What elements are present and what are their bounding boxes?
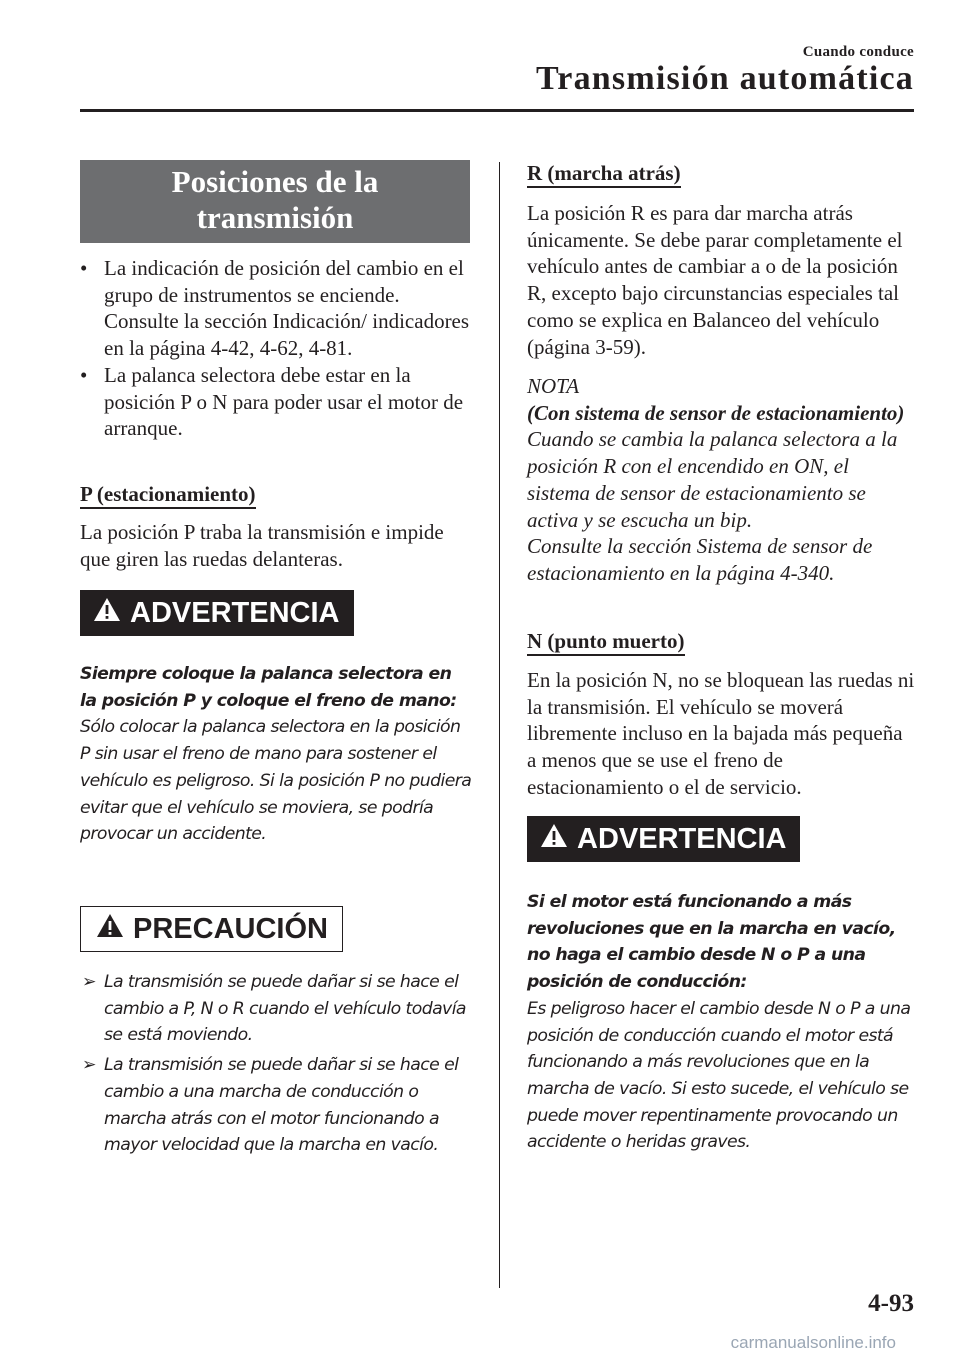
warning-label: ADVERTENCIA — [130, 596, 340, 629]
warning-triangle-icon — [539, 822, 569, 857]
warning-banner-2 — [527, 816, 800, 862]
n-heading: N (punto muerto) — [527, 629, 685, 656]
caution-triangle-icon — [95, 912, 125, 947]
running-header-title: Transmisión automática — [535, 60, 914, 97]
p-heading: P (estacionamiento) — [80, 482, 256, 509]
bullet-icon: • — [80, 362, 88, 387]
nota-label: NOTA — [527, 374, 580, 398]
warning-2-lead: Si el motor está funcionando a más revoluciones que en la marcha en vacío, no haga el cambio desde N o P a una posición de conducción: — [527, 892, 896, 993]
watermark: carmanualsonline.info — [730, 1333, 896, 1352]
nota-block — [527, 373, 917, 587]
r-text: La posición R es para dar marcha atrás únicamente. Se debe parar completamente el vehículo antes de cambiar a o de la posición R, excepto bajo circunstancias especiales tal como se explica en Balanceo del vehículo (página 3-59). — [527, 201, 903, 359]
nota-text-1: Cuando se cambia la palanca selectora a la posición R con el encendido en ON, el sistema de sensor de estacionamiento se activa y se escucha un bip. — [527, 427, 898, 532]
intro-bullet-list — [80, 255, 472, 442]
caution-list — [80, 969, 472, 1159]
bullet-item: • La indicación de posición del cambio en el grupo de instrumentos se enciende. Consulte la sección Indicación/ indicadores en la página 4-42, 4-62, 4-81. — [80, 256, 470, 361]
running-header-section: Cuando conduce — [802, 44, 914, 60]
caution-banner — [80, 906, 343, 952]
warning-banner-1 — [80, 590, 354, 636]
r-heading-wrap — [527, 161, 681, 188]
warning-1-text: Sólo colocar la palanca selectora en la posición P sin usar el freno de mano para sostener el vehículo es peligroso. Si la posición P no pudiera evitar que el vehículo se moviera, se podría provocar un accidente. — [80, 717, 472, 845]
n-heading-wrap — [527, 629, 685, 656]
warning-2-body — [527, 889, 919, 1156]
warning-1-lead: Siempre coloque la palanca selectora en la posición P y coloque el freno de mano: — [80, 664, 457, 711]
section-title-line-1: Posiciones de la — [171, 164, 379, 199]
bullet-icon: • — [80, 256, 88, 280]
n-text: En la posición N, no se bloquean las ruedas ni la transmisión. El vehículo se moverá libremente incluso en la bajada más pequeña a menos que se use el freno de estacionamiento o el de servicio. — [527, 668, 915, 799]
page-number: 4-93 — [868, 1290, 914, 1317]
header-rule — [80, 109, 914, 112]
warning-triangle-icon — [92, 596, 122, 631]
caution-label: PRECAUCIÓN — [133, 912, 328, 945]
section-title-box — [80, 160, 470, 243]
arrow-bullet-icon: ➢ — [82, 972, 96, 992]
arrow-bullet-icon: ➢ — [82, 1055, 96, 1076]
warning-label: ADVERTENCIA — [577, 822, 787, 855]
warning-2-text: Es peligroso hacer el cambio desde N o P a una posición de conducción cuando el motor está funcionando a más revoluciones que en la marcha de vacío. Si esto sucede, el vehículo se puede mover repentinamente provocando un accidente o heridas graves. — [527, 998, 911, 1153]
section-title-line-2: transmisión — [196, 200, 354, 235]
caution-item: ➢ La transmisión se puede dañar si se hace el cambio a P, N o R cuando el vehículo todavía se está moviendo. — [80, 969, 472, 1049]
r-heading: R (marcha atrás) — [527, 161, 681, 188]
p-text: La posición P traba la transmisión e impide que giren las ruedas delanteras. — [80, 520, 444, 571]
p-heading-wrap — [80, 482, 256, 509]
bullet-item: • La palanca selectora debe estar en la posición P o N para poder usar el motor de arranque. — [80, 362, 464, 441]
warning-1-body — [80, 661, 472, 848]
column-divider — [499, 162, 500, 1288]
nota-heading: (Con sistema de sensor de estacionamiento) — [527, 400, 905, 425]
nota-text-2: Consulte la sección Sistema de sensor de estacionamiento en la página 4-340. — [527, 534, 873, 585]
caution-item: ➢ La transmisión se puede dañar si se hace el cambio a una marcha de conducción o marcha atrás con el motor funcionando a mayor velocidad que la marcha en vacío. — [80, 1052, 472, 1159]
